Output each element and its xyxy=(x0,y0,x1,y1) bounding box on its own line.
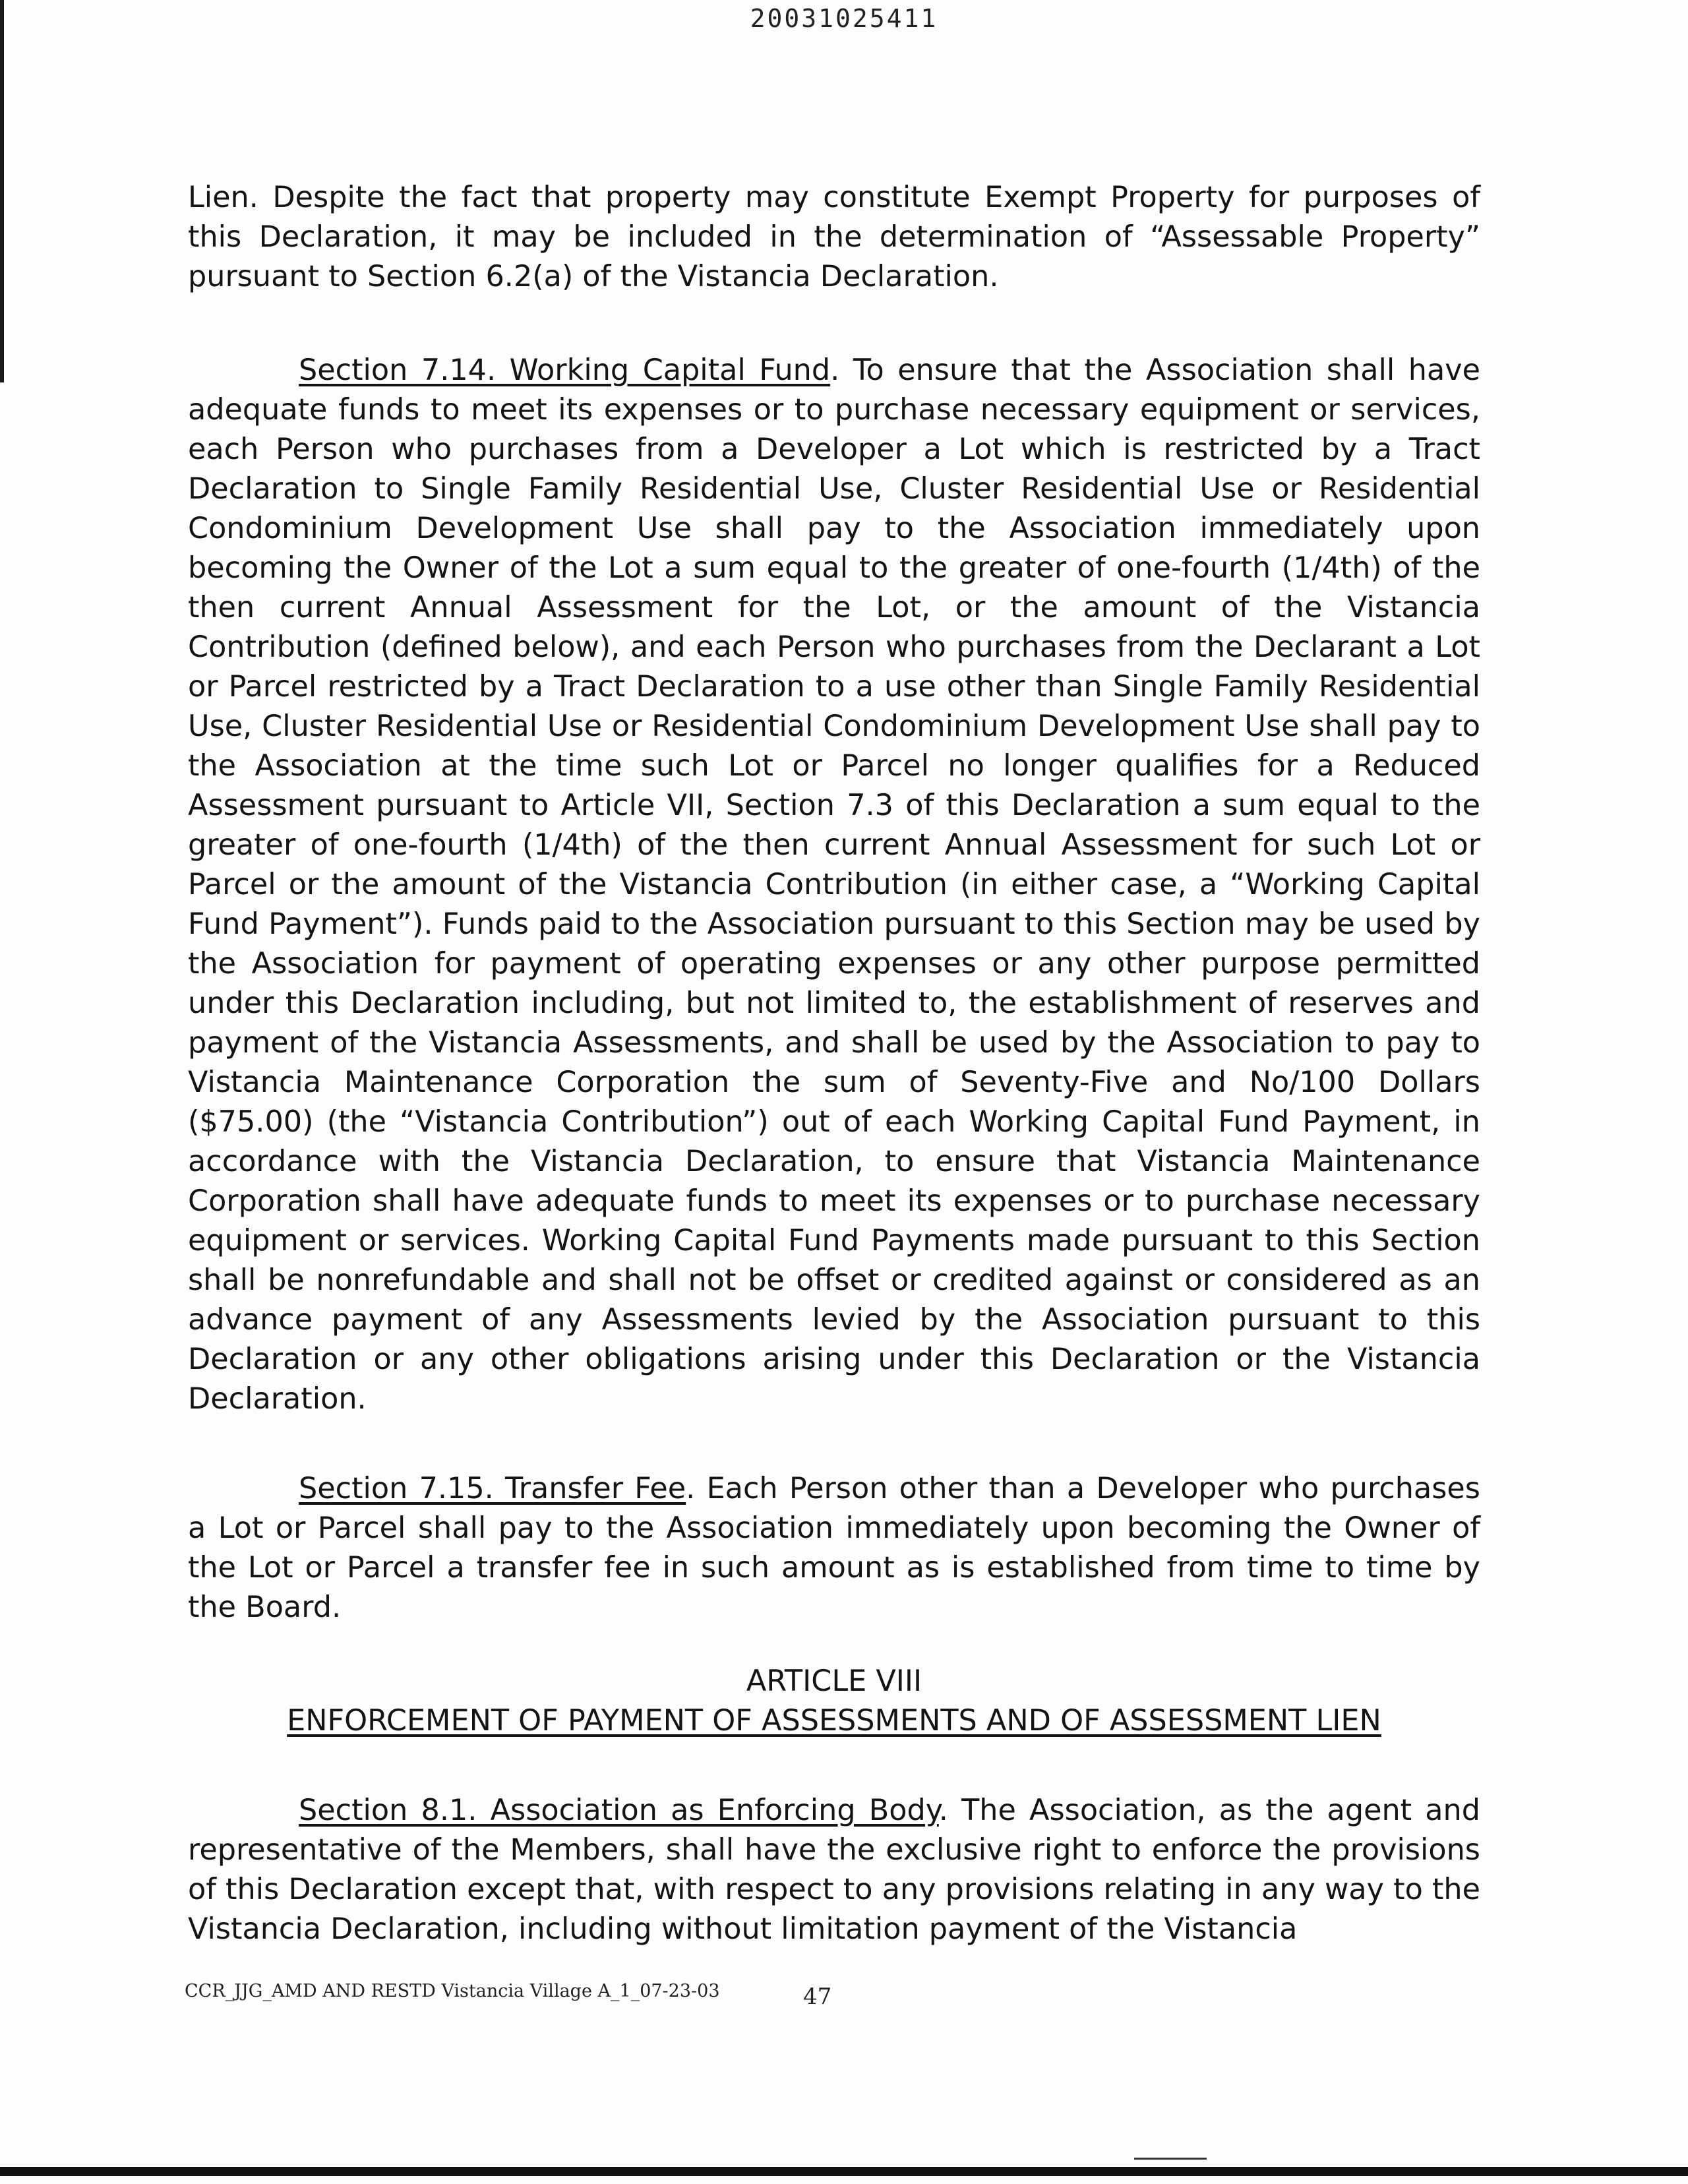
paragraph-lien-continuation: Lien. Despite the fact that property may constitute Exempt Property for purposes of this Declaration, it may be included in the determination of “Assessable Property” pursuant to Section 6.2(a) of the Vistancia Declaration. xyxy=(188,181,1480,293)
article-number: ARTICLE VIII xyxy=(746,1664,922,1698)
page-number: 47 xyxy=(803,1984,832,2010)
scan-edge-bottom xyxy=(0,2167,1688,2176)
footer-file-reference: CCR_JJG_AMD AND RESTD Vistancia Village A_1_07-23-03 xyxy=(185,1981,720,2001)
document-number: 20031025411 xyxy=(750,4,938,33)
section-8-1-heading: Section 8.1. Association as Enforcing Body xyxy=(299,1794,939,1827)
article-title: ENFORCEMENT OF PAYMENT OF ASSESSMENTS AND OF ASSESSMENT LIEN xyxy=(287,1704,1381,1738)
scan-edge-left xyxy=(0,0,4,382)
scan-mark xyxy=(1134,2158,1207,2160)
paragraph-section-7-15 xyxy=(188,1469,1480,1627)
paragraph-section-8-1 xyxy=(188,1791,1480,1949)
section-8-1-text: . The Association, as the agent and representative of the Members, shall have the exclusive right to enforce the provisions of this Declaration except that, with respect to any provisions relating in any way to the Vistancia Declaration, including without limitation payment of the Vistancia xyxy=(188,1794,1480,1946)
section-7-15-heading: Section 7.15. Transfer Fee xyxy=(299,1472,686,1505)
section-7-14-heading: Section 7.14. Working Capital Fund xyxy=(299,353,831,387)
paragraph-section-7-14 xyxy=(188,351,1480,1419)
section-7-15-text: . Each Person other than a Developer who purchases a Lot or Parcel shall pay to the Association immediately upon becoming the Owner of the Lot or Parcel a transfer fee in such amount as is established from time to time by the Board. xyxy=(188,1472,1480,1624)
section-7-14-text: . To ensure that the Association shall have adequate funds to meet its expenses or to purchase necessary equipment or services, each Person who purchases from a Developer a Lot which is restricted by a Tract Declaration to Single Family Residential Use, Cluster Residential Use or Residential Condominium Development Use shall pay to the Association immediately upon becoming the Owner of the Lot a sum equal to the greater of one-fourth (1/4th) of the then current Annual Assessment for the Lot, or the amount of the Vistancia Contribution (defined below), and each Person who purchases from the Declarant a Lot or Parcel restricted by a Tract Declaration to a use other than Single Family Residential Use, Cluster Residential Use or Residential Condominium Development Use shall pay to the Association at the time such Lot or Parcel no longer qualifies for a Reduced Assessment pursuant to Article VII, Section 7.3 of this Declaration a sum equal to the greater of one-fourth (1/4th) of the then current Annual Assessment for such Lot or Parcel or the amount of the Vistancia Contribution (in either case, a “Working Capital Fund Payment”). Funds paid to the Association pursuant to this Section may be used by the Association for payment of operating expenses or any other purpose permitted under this Declaration including, but not limited to, the establishment of reserves and payment of the Vistancia Assessments, and shall be used by the Association to pay to Vistancia Maintenance Corporation the sum of Seventy-Five and No/100 Dollars ($75.00) (the “Vistancia Contribution”) out of each Working Capital Fund Payment, in accordance with the Vistancia Declaration, to ensure that Vistancia Maintenance Corporation shall have adequate funds to meet its expenses or to purchase necessary equipment or services. Working Capital Fund Payments made pursuant to this Section shall be nonrefundable and shall not be offset or credited against or considered as an advance payment of any Assessments levied by the Association pursuant to this Declaration or any other obligations arising under this Declaration or the Vistancia Declaration. xyxy=(188,353,1480,1416)
